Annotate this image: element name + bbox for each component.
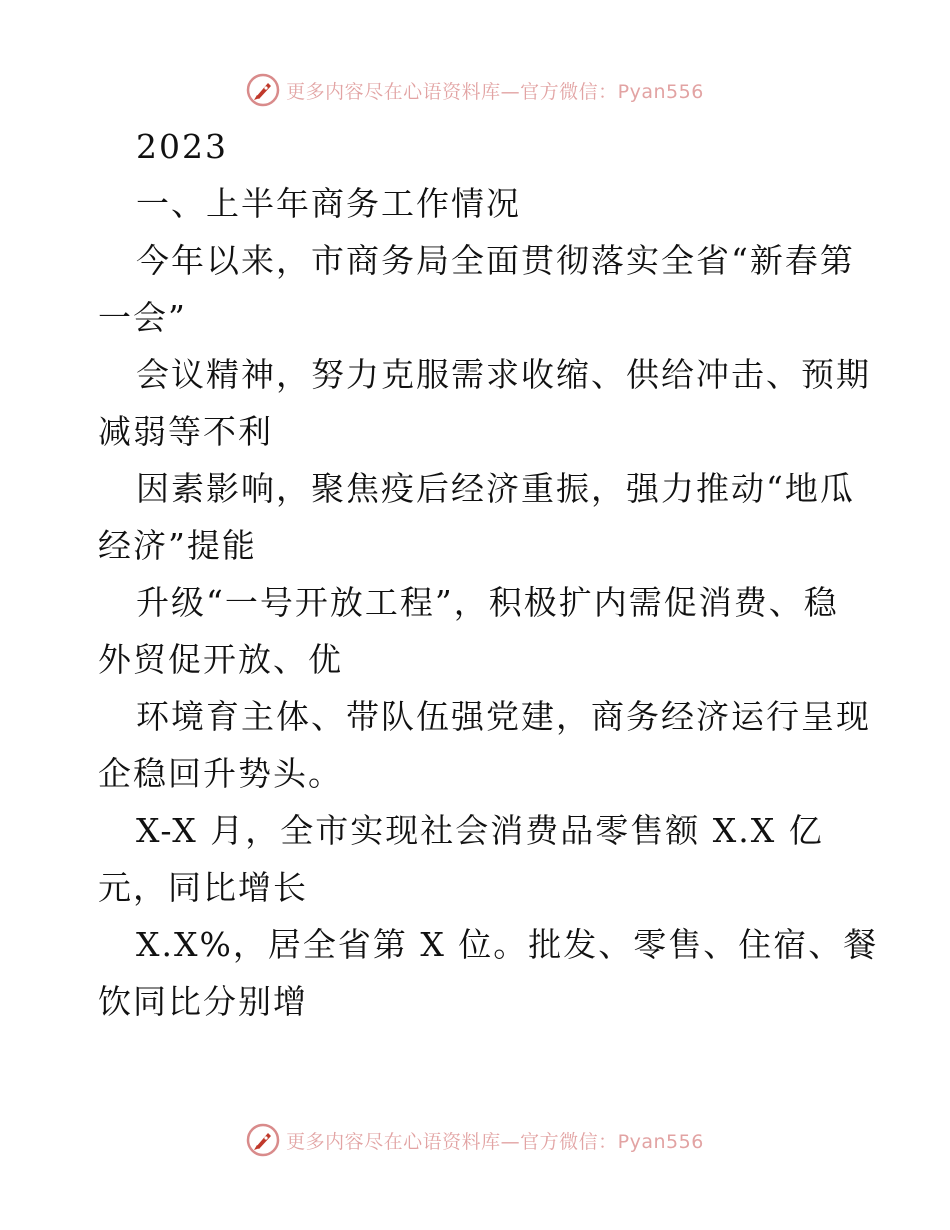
watermark-text: 更多内容尽在心语资料库—官方微信：Pyan556 — [286, 80, 704, 103]
paragraph-line: 减弱等不利 — [98, 412, 273, 451]
paragraph-line: 一会” — [98, 298, 187, 337]
paragraph-line: 元，同比增长 — [98, 868, 308, 907]
paragraph-line: 会议精神，努力克服需求收缩、供给冲击、预期 — [136, 355, 871, 394]
paragraph-line: 因素影响，聚焦疫后经济重振，强力推动“地瓜 — [136, 469, 855, 508]
paragraph-line: 升级“一号开放工程”，积极扩内需促消费、稳 — [136, 583, 839, 622]
section-heading: 一、上半年商务工作情况 — [136, 184, 521, 223]
header-watermark — [0, 70, 950, 110]
pen-nib-logo-icon — [246, 1123, 280, 1157]
paragraph-line: 环境育主体、带队伍强党建，商务经济运行呈现 — [136, 697, 871, 736]
footer-watermark — [0, 1120, 950, 1160]
paragraph-line: 饮同比分别增 — [98, 982, 308, 1021]
paragraph-line: X.X%，居全省第 X 位。批发、零售、住宿、餐 — [136, 925, 879, 964]
paragraph-line: 外贸促开放、优 — [98, 640, 343, 679]
watermark-text: 更多内容尽在心语资料库—官方微信：Pyan556 — [286, 1130, 704, 1153]
doc-line-year: 2023 — [136, 127, 228, 166]
paragraph-line: X-X 月，全市实现社会消费品零售额 X.X 亿 — [136, 811, 824, 850]
document-body — [98, 118, 879, 1030]
paragraph-line: 企稳回升势头。 — [98, 754, 343, 793]
paragraph-line: 经济”提能 — [98, 526, 257, 565]
pen-nib-logo-icon — [246, 73, 280, 107]
paragraph-line: 今年以来，市商务局全面贯彻落实全省“新春第 — [136, 241, 855, 280]
